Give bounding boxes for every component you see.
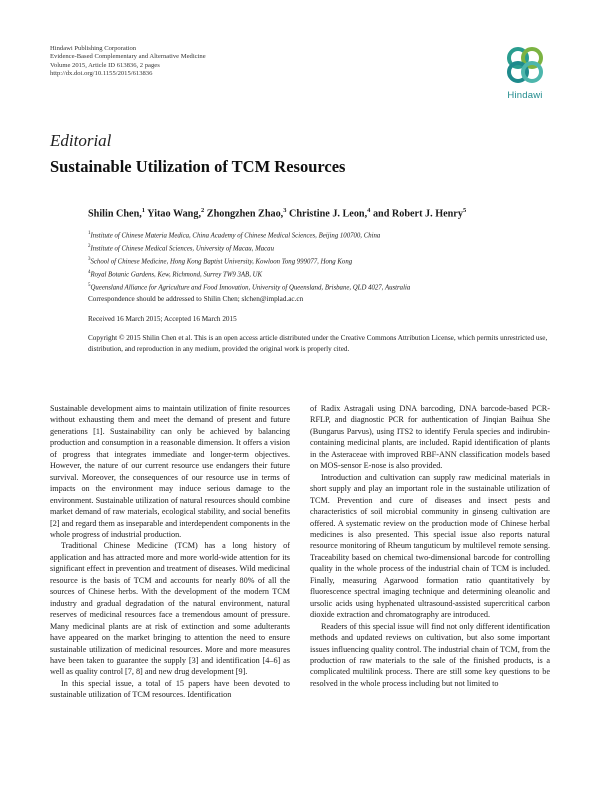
author: Yitao Wang, [145,208,201,220]
article-type: Editorial [50,131,112,150]
body-column-right [310,403,550,689]
hindawi-logo-text: Hindawi [507,90,543,101]
body-column-left [50,403,290,701]
article-title: Sustainable Utilization of TCM Resources [50,157,346,176]
doi-link[interactable]: http://dx.doi.org/10.1155/2015/613836 [50,69,153,77]
author-sup: 1 [141,207,146,214]
received-dates: Received 16 March 2015; Accepted 16 March 2015 [88,315,237,323]
author-sup: 4 [367,207,371,214]
affiliation: $^1$Institute of Chinese Materia Medica, China Academy of Chinese Medical Sciences, Beijing 100700, China [88,231,381,240]
author: Zhongzhen Zhao, [204,208,284,220]
author-sup: 5 [462,207,467,214]
paragraph: In this special issue, a total of 15 papers have been devoted to sustainable utilization of TCM resources. Identification [50,678,290,700]
author: Shilin Chen, [88,208,142,220]
affiliation: $^3$School of Chinese Medicine, Hong Kong Baptist University, Kowloon Tong 999077, Hong Kong [88,257,353,266]
journal-name: Evidence-Based Complementary and Alternative Medicine [50,53,206,61]
paragraph: Sustainable development aims to maintain utilization of finite resources without exhausting them and meet the demand of present and future generations [1]. Sustainability can only be achieved by balancing production and consumption in a reasonable dimension. It offers a vision of progress that integrates immediate and longer-term objectives. However, the nature of our current resource use endangers their future survival. Moreover, the consequences of our resource use in terms of impacts on the environment may induce serious damage to the environment. Sustainable utilization of natural resources should combine market demand of raw materials, ecological stability, and social benefits [2] and regard them as inseparable and interdependent components in the whole progress of industrial production. [50,404,290,539]
affiliation: $^4$Royal Botanic Gardens, Kew, Richmond, Surrey TW9 3AB, UK [88,270,263,279]
journal-header [50,45,350,78]
author: and Robert J. Henry [370,208,463,220]
author-list [88,207,466,219]
hindawi-logo [500,43,550,103]
affiliation: $^2$Institute of Chinese Medical Sciences, University of Macau, Macau [88,244,274,253]
affiliation: $^5$Queensland Alliance for Agriculture and Food Innovation, University of Queensland, Brisbane, QLD 4027, Australia [88,283,411,292]
paragraph: Readers of this special issue will find not only different identification methods and updated reviews on cultivation, but also some important issues influencing quality control. The industrial chain of TCM, from the production of raw materials to the sale of the finished products, is a complicated multilink process. There are still some key questions to be resolved in the whole process including but not limited to [310,621,550,688]
affiliation-list [88,229,568,294]
correspondence: Correspondence should be addressed to Shilin Chen; slchen@implad.ac.cn [88,295,304,303]
author: Christine J. Leon, [286,208,368,220]
paragraph: Introduction and cultivation can supply raw medicinal materials in short supply and play an important role in the sustainable utilization of TCM. Prevention and cure of diseases and insect pests and characteristics of soil microbial community in ginseng cultivation are offered. A systematic review on the production mode of Chinese herbal medicines is also presented. This special issue also reports natural resource monitoring of Rheum tanguticum by multilevel remote sensing. Traceability based on chemical two-dimensional barcode for controlling quality in the whole process of the industrial chain of TCM is included. Finally, measuring Agarwood formation ratio quantitatively by fluorescence spectral imaging technique and determining oleanolic and ursolic acids using hyphenated ultrasound-assisted supercritical carbon dioxide extraction and chromatography are introduced. [310,472,550,620]
publisher: Hindawi Publishing Corporation [50,45,137,52]
copyright-notice: Copyright © 2015 Shilin Chen et al. This is an open access article distributed under the Creative Commons Attribution License, which permits unrestricted use, distribution, and reproduction in any medium, provided the original work is properly cited. [88,334,548,353]
paragraph: Traditional Chinese Medicine (TCM) has a long history of application and has attracted more and more world-wide attention for its significant effect in prevention and treatment of diseases. Wild medicinal resource is the basis of TCM and accounts for nearly 80% of all the sources of Chinese herbs. With the development of the modern TCM industry and gradual degradation of the natural environment, natural reserves of medicinal resources face a tremendous amount of pressure. Many medicinal plants are at risk of extinction and some adulterants have appeared on the market bringing to attention the need to ensure sustainable utilization of medicinal resources. More and more measures have been taken to guarantee the supply [3] and identification [4–6] as well as quality control [7, 8] and new drug development [9]. [50,541,290,677]
hindawi-logo-icon [500,43,550,88]
paragraph: of Radix Astragali using DNA barcoding, DNA barcode-based PCR-RFLP, and diagnostic PCR for authentication of Jinqian Baihua She (Bungarus Parvus), using ITS2 to identify Ferula species and indirubin-containing medicinal plants, are included. Rapid identification of plants in the Asteraceae with improved RBF-ANN classification models based on MOS-sensor E-nose is also provided. [310,404,550,471]
volume-info: Volume 2015, Article ID 613836, 2 pages [50,61,160,69]
author-sup: 3 [283,207,287,214]
author-sup: 2 [201,207,205,214]
